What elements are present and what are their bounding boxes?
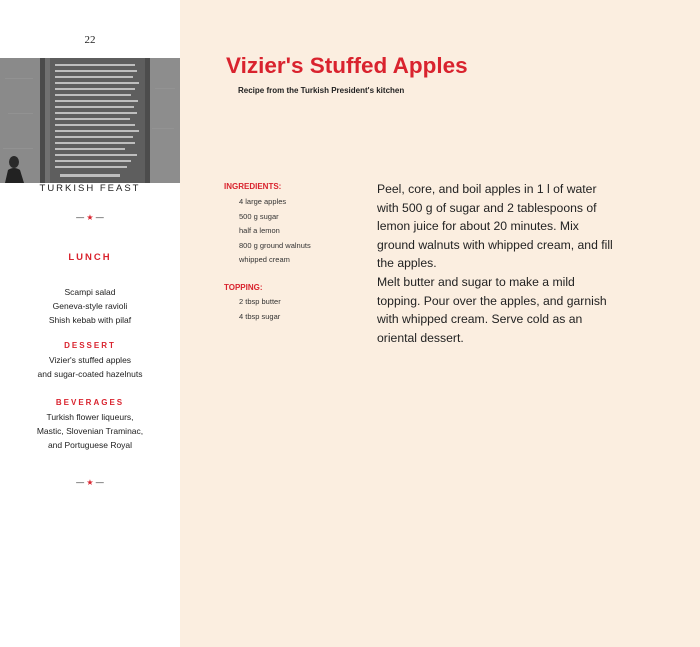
topping-item: 4 tbsp sugar (239, 311, 281, 321)
star-icon: ★ (86, 478, 94, 487)
menu-item: Turkish flower liqueurs, (46, 412, 134, 422)
menu-item: Mastic, Slovenian Traminac, (36, 426, 144, 436)
recipe-title: Vizier's Stuffed Apples (226, 53, 468, 78)
ingredient-item: whipped cream (239, 255, 290, 264)
ingredients-heading: INGREDIENTS: (224, 182, 282, 191)
menu-item: Vizier's stuffed apples (48, 355, 132, 365)
recipe-subtitle: Recipe from the Turkish President's kitchen (238, 86, 405, 95)
recipe-instructions (377, 180, 617, 347)
instruction-paragraph: Melt butter and sugar to make a mild topping. Pour over the apples, and garnish with whipped cream. Serve cold as an oriental dessert. (377, 274, 607, 345)
menu-item: Shish kebab with pilaf (48, 315, 132, 325)
lunch-list (0, 285, 180, 327)
divider-bottom: — ★ — (76, 478, 104, 487)
menu-item: and sugar-coated hazelnuts (37, 369, 143, 379)
monument-photo (0, 58, 180, 183)
ingredients-list (239, 195, 311, 268)
topping-heading: TOPPING: (224, 283, 263, 292)
star-icon: ★ (86, 213, 94, 222)
beverages-list (0, 410, 180, 452)
page-number: 22 (84, 34, 96, 46)
dessert-list (0, 353, 180, 381)
beverages-title: BEVERAGES (55, 398, 125, 407)
instruction-paragraph: Peel, core, and boil apples in 1 l of water with 500 g of sugar and 2 tablespoons of lemon juice for about 20 minutes. Mix ground walnuts with whipped cream, and fill the apples. (377, 182, 613, 271)
topping-item: 2 tbsp butter (239, 297, 281, 306)
ingredient-item: 4 large apples (239, 197, 287, 206)
inscription-wall-image (0, 58, 180, 183)
divider-top: — ★ — (76, 213, 104, 222)
ingredient-item: half a lemon (239, 226, 280, 235)
dessert-title: DESSERT (64, 341, 116, 350)
left-column (0, 0, 180, 647)
ingredient-item: 500 g sugar (239, 211, 279, 221)
menu-item: Scampi salad (64, 287, 116, 297)
ingredient-item: 800 g ground walnuts (239, 240, 311, 250)
lunch-title: LUNCH (68, 252, 112, 263)
menu-item: Geneva-style ravioli (52, 301, 128, 311)
feast-title: TURKISH FEAST (39, 183, 141, 194)
topping-list (239, 295, 281, 324)
menu-item: and Portuguese Royal (47, 440, 133, 450)
